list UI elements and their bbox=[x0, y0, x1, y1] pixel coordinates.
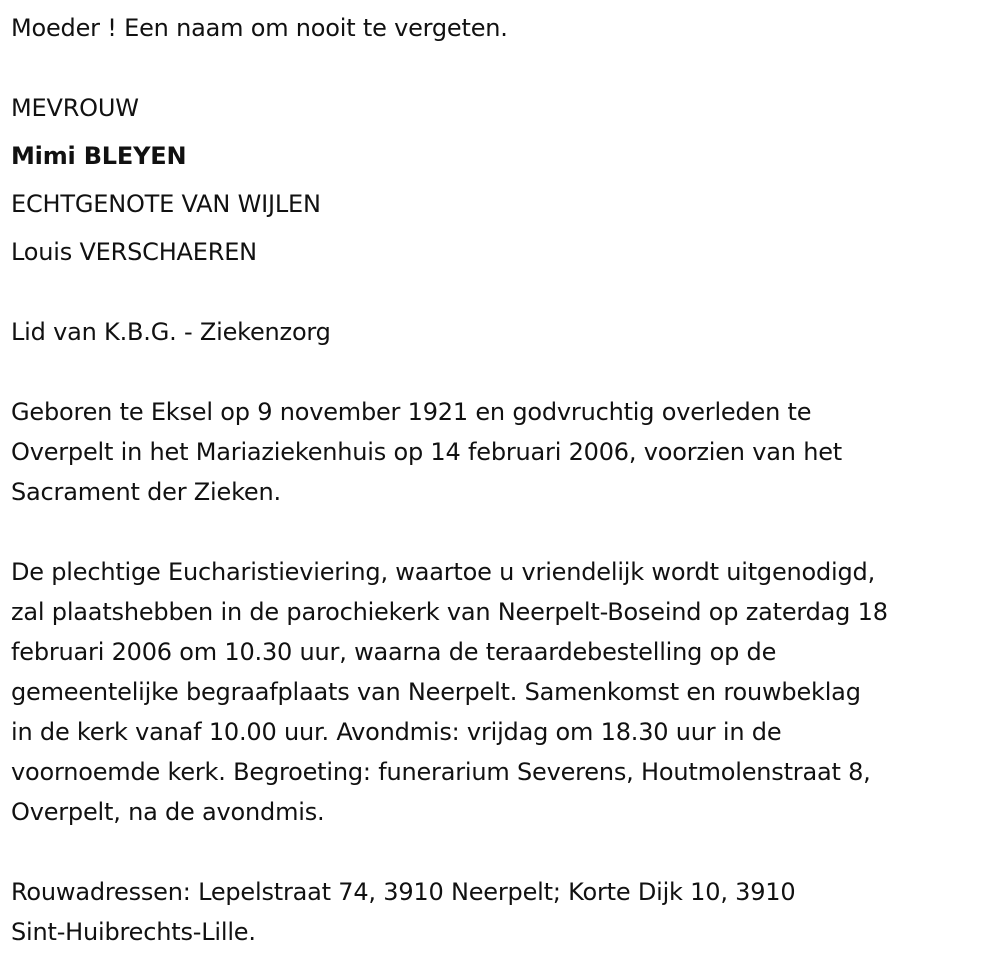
addresses-paragraph bbox=[11, 872, 996, 952]
paragraph-line: zal plaatshebben in de parochiekerk van Neerpelt-Boseind op zaterdag 18 bbox=[11, 598, 888, 626]
obituary-notice bbox=[11, 8, 996, 952]
paragraph-line: gemeentelijke begraafplaats van Neerpelt. Samenkomst en rouwbeklag bbox=[11, 678, 861, 706]
paragraph-line: Geboren te Eksel op 9 november 1921 en godvruchtig overleden te bbox=[11, 398, 812, 426]
spouse-name: Louis VERSCHAEREN bbox=[11, 238, 257, 266]
paragraph-line: Overpelt in het Mariaziekenhuis op 14 februari 2006, voorzien van het bbox=[11, 438, 842, 466]
birth-death-paragraph bbox=[11, 392, 996, 512]
opening-line: Moeder ! Een naam om nooit te vergeten. bbox=[11, 14, 508, 42]
paragraph-line: Overpelt, na de avondmis. bbox=[11, 798, 325, 826]
spouse-prefix: ECHTGENOTE VAN WIJLEN bbox=[11, 190, 321, 218]
paragraph-line: februari 2006 om 10.30 uur, waarna de teraardebestelling op de bbox=[11, 638, 777, 666]
paragraph-line: De plechtige Eucharistieviering, waartoe u vriendelijk wordt uitgenodigd, bbox=[11, 558, 876, 586]
ceremony-paragraph bbox=[11, 552, 996, 832]
membership-line: Lid van K.B.G. - Ziekenzorg bbox=[11, 318, 331, 346]
paragraph-line: Rouwadressen: Lepelstraat 74, 3910 Neerpelt; Korte Dijk 10, 3910 bbox=[11, 878, 796, 906]
paragraph-line: voornoemde kerk. Begroeting: funerarium Severens, Houtmolenstraat 8, bbox=[11, 758, 871, 786]
paragraph-line: Sacrament der Zieken. bbox=[11, 478, 281, 506]
deceased-name: Mimi BLEYEN bbox=[11, 142, 187, 170]
title-prefix: MEVROUW bbox=[11, 94, 139, 122]
paragraph-line: Sint-Huibrechts-Lille. bbox=[11, 918, 256, 946]
paragraph-line: in de kerk vanaf 10.00 uur. Avondmis: vrijdag om 18.30 uur in de bbox=[11, 718, 782, 746]
